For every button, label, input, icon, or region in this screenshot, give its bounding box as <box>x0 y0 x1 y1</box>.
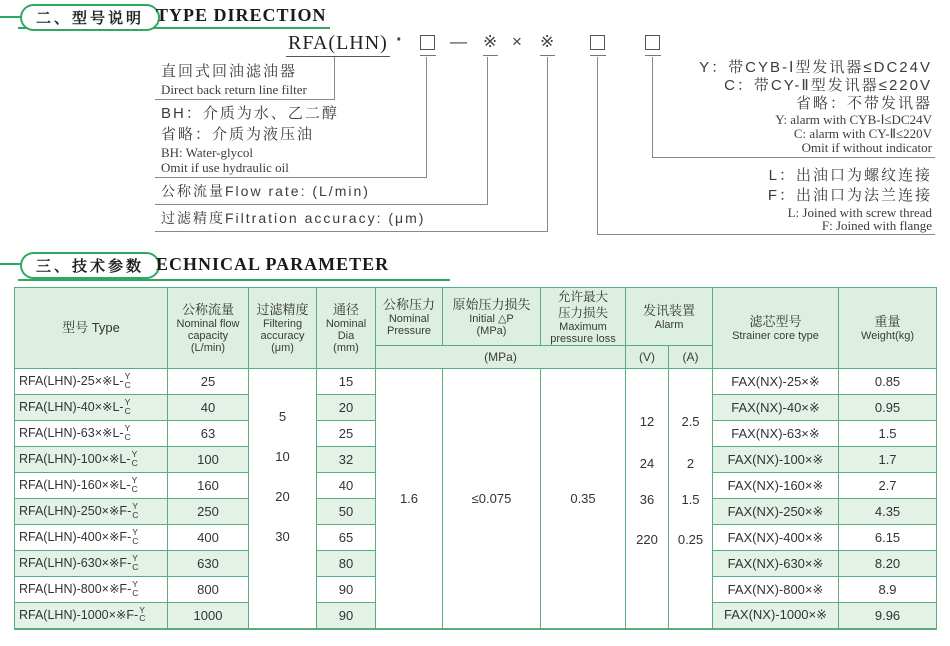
weight-cell: 2.7 <box>839 473 937 499</box>
filter-name-en: Direct back return line filter <box>161 82 307 97</box>
model-cell: RFA(LHN)-250×※F- Y C <box>15 499 168 525</box>
port-line-1: L：出油口为螺纹连接 <box>768 167 932 184</box>
model-cell: RFA(LHN)-40×※L- Y C <box>15 395 168 421</box>
filtration-label: 过滤精度Filtration accuracy: (μm) <box>161 210 426 226</box>
model-code-diagram <box>0 0 950 250</box>
connector-bar <box>590 55 606 56</box>
alarm-line-4: Y: alarm with CYB-Ⅰ≤DC24V <box>775 112 932 127</box>
weight-cell: 8.20 <box>839 551 937 577</box>
callout-port-code <box>597 57 935 235</box>
formula-box-1 <box>420 35 435 50</box>
section2-title: TYPE DIRECTION <box>156 5 327 25</box>
flow-cell: 160 <box>168 473 249 499</box>
strainer-cell: FAX(NX)-160×※ <box>713 473 839 499</box>
dia-cell: 40 <box>317 473 376 499</box>
weight-cell: 8.9 <box>839 577 937 603</box>
strainer-cell: FAX(NX)-40×※ <box>713 395 839 421</box>
flow-cell: 1000 <box>168 603 249 629</box>
flow-cell: 630 <box>168 551 249 577</box>
subheader-volts: (V) <box>626 346 669 369</box>
filter-name-zh: 直回式回油滤油器 <box>161 63 298 80</box>
section3-title: ECHNICAL PARAMETER <box>156 254 390 274</box>
header-weight: 重量 Weight(kg) <box>839 288 937 369</box>
port-line-2: F：出油口为法兰连接 <box>767 187 932 204</box>
weight-cell: 9.96 <box>839 603 937 629</box>
pressure-merged-cell: 1.6 <box>376 369 443 629</box>
formula-base: RFA(LHN) <box>286 32 390 57</box>
callout-filtration <box>155 57 548 232</box>
formula-dash: — <box>450 32 467 51</box>
strainer-cell: FAX(NX)-630×※ <box>713 551 839 577</box>
flow-cell: 800 <box>168 577 249 603</box>
model-cell: RFA(LHN)-63×※L- Y C <box>15 421 168 447</box>
dia-cell: 20 <box>317 395 376 421</box>
strainer-cell: FAX(NX)-25×※ <box>713 369 839 395</box>
amps-merged-cell: 2.5 2 1.5 0.25 <box>669 369 713 629</box>
weight-cell: 4.35 <box>839 499 937 525</box>
section2-pill: 二、型号说明 <box>20 4 160 31</box>
model-cell: RFA(LHN)-800×※F- Y C <box>15 577 168 603</box>
header-initial: 原始压力损失 Initial △P (MPa) <box>443 288 541 346</box>
model-cell: RFA(LHN)-100×※L- Y C <box>15 447 168 473</box>
header-type: 型号 Type <box>15 288 168 369</box>
formula-times: × <box>512 32 522 51</box>
strainer-cell: FAX(NX)-63×※ <box>713 421 839 447</box>
dia-cell: 15 <box>317 369 376 395</box>
dia-cell: 50 <box>317 499 376 525</box>
initial-merged-cell: ≤0.075 <box>443 369 541 629</box>
medium-zh-2: 省略：介质为液压油 <box>161 126 315 143</box>
header-pressure: 公称压力 Nominal Pressure <box>376 288 443 346</box>
medium-en-1: BH: Water-glycol <box>161 145 253 160</box>
formula-star-1: ※ <box>483 32 498 51</box>
alarm-line-6: Omit if without indicator <box>801 140 932 155</box>
dia-cell: 65 <box>317 525 376 551</box>
port-line-4: F: Joined with flange <box>821 218 932 233</box>
strainer-cell: FAX(NX)-1000×※ <box>713 603 839 629</box>
header-strainer: 滤芯型号 Strainer core type <box>713 288 839 369</box>
header-maxloss: 允许最大 压力损失 Maximum pressure loss <box>541 288 626 346</box>
parameter-table <box>14 287 937 630</box>
model-cell: RFA(LHN)-400×※F- Y C <box>15 525 168 551</box>
section3-pill: 三、技术参数 <box>20 252 160 279</box>
weight-cell: 1.5 <box>839 421 937 447</box>
dia-cell: 25 <box>317 421 376 447</box>
formula-box-3 <box>645 35 660 50</box>
flow-cell: 25 <box>168 369 249 395</box>
formula-dot: · <box>396 29 403 51</box>
connector-bar <box>645 55 661 56</box>
model-cell: RFA(LHN)-1000×※F- Y C <box>15 603 168 629</box>
medium-zh-1: BH：介质为水、乙二醇 <box>161 105 339 122</box>
accuracy-merged-cell: 5 10 20 30 <box>249 369 317 629</box>
formula-box-2 <box>590 35 605 50</box>
volts-merged-cell: 12 24 36 220 <box>626 369 669 629</box>
strainer-cell: FAX(NX)-800×※ <box>713 577 839 603</box>
header-accuracy: 过滤精度 Filtering accuracy (μm) <box>249 288 317 369</box>
flow-cell: 100 <box>168 447 249 473</box>
connector-bar <box>483 55 498 56</box>
dia-cell: 32 <box>317 447 376 473</box>
connector-bar <box>420 55 436 56</box>
section3-underline <box>18 279 450 281</box>
connector-bar <box>540 55 555 56</box>
alarm-line-2: C：带CY-Ⅱ型发讯器≤220V <box>724 77 932 94</box>
header-alarm: 发讯装置 Alarm <box>626 288 713 346</box>
alarm-line-1: Y：带CYB-Ⅰ型发讯器≤DC24V <box>699 59 932 76</box>
medium-en-2: Omit if use hydraulic oil <box>161 160 289 175</box>
subheader-mpa: (MPa) <box>376 346 626 369</box>
strainer-cell: FAX(NX)-100×※ <box>713 447 839 473</box>
dia-cell: 90 <box>317 577 376 603</box>
flow-cell: 400 <box>168 525 249 551</box>
dia-cell: 80 <box>317 551 376 577</box>
dia-cell: 90 <box>317 603 376 629</box>
port-line-3: L: Joined with screw thread <box>787 205 932 220</box>
weight-cell: 0.95 <box>839 395 937 421</box>
maxloss-merged-cell: 0.35 <box>541 369 626 629</box>
parameter-table-wrapper <box>14 287 937 630</box>
weight-cell: 0.85 <box>839 369 937 395</box>
flow-cell: 250 <box>168 499 249 525</box>
subheader-amps: (A) <box>669 346 713 369</box>
alarm-line-5: C: alarm with CY-Ⅱ≤220V <box>793 126 932 141</box>
header-dia: 通径 Nominal Dia (mm) <box>317 288 376 369</box>
model-cell: RFA(LHN)-630×※F- Y C <box>15 551 168 577</box>
table-row <box>15 369 937 395</box>
flow-rate-label: 公称流量Flow rate: (L/min) <box>161 183 370 199</box>
formula-star-2: ※ <box>540 32 555 51</box>
strainer-cell: FAX(NX)-250×※ <box>713 499 839 525</box>
alarm-line-3: 省略：不带发讯器 <box>795 95 932 112</box>
model-cell: RFA(LHN)-160×※L- Y C <box>15 473 168 499</box>
header-flow: 公称流量 Nominal flow capacity (L/min) <box>168 288 249 369</box>
model-cell: RFA(LHN)-25×※L- Y C <box>15 369 168 395</box>
weight-cell: 6.15 <box>839 525 937 551</box>
strainer-cell: FAX(NX)-400×※ <box>713 525 839 551</box>
flow-cell: 63 <box>168 421 249 447</box>
weight-cell: 1.7 <box>839 447 937 473</box>
flow-cell: 40 <box>168 395 249 421</box>
